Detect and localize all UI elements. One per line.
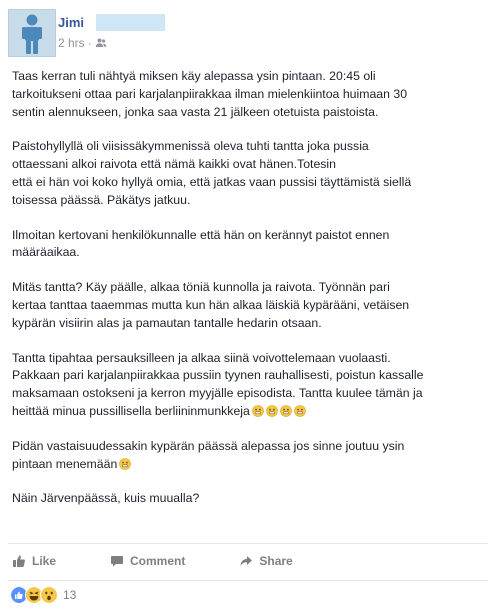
post-paragraph: Näin Järvenpäässä, kuis muualla? — [12, 491, 200, 506]
post-meta — [58, 36, 107, 50]
comment-button[interactable] — [110, 554, 185, 568]
comment-bubble-icon — [110, 554, 124, 568]
grin-emoji-icon — [280, 405, 292, 417]
friends-icon[interactable] — [95, 37, 107, 49]
redacted-name-block — [96, 14, 165, 31]
person-silhouette-icon — [9, 10, 55, 56]
like-label: Like — [32, 554, 57, 568]
thumbs-up-icon — [12, 554, 26, 568]
grin-emoji-icon — [266, 405, 278, 417]
like-button[interactable] — [12, 554, 56, 568]
post-header — [8, 9, 488, 59]
post-actions-bar — [8, 543, 488, 578]
reaction-icons — [10, 586, 58, 604]
grin-emoji-icon — [119, 458, 131, 470]
share-button[interactable] — [239, 554, 292, 568]
post-paragraph-text: Tantta tipahtaa persauksilleen ja alkaa siinä voivottelemaan vuolaasti. Pakkaan pari karjalanpiirakkaa pussiin tyynen rauhallisesti, poistun kassalle maksamaan ostokseni ja kerron myyjälle episodista. Tantta kuulee tämän ja heittää minua pussillisella berliininmunkkeja — [12, 350, 424, 418]
post-paragraph-with-emoji — [12, 438, 488, 474]
post-paragraph: Taas kerran tuli nähtyä miksen käy alepassa ysin pintaan. 20:45 oli tarkoitukseni ottaa pari karjalanpiirakkaa ilman mielenkiintoa huimaan 30 sentin alennukseen, jonka saa vasta 21 jälkeen otetuista paistoista. — [12, 69, 408, 119]
timestamp[interactable]: 2 hrs — [58, 36, 85, 50]
grin-emoji-icon — [294, 405, 306, 417]
wow-reaction-icon — [40, 586, 58, 604]
post-paragraph: Paistohyllyllä oli viisissäkymmenissä oleva tuhti tantta joka pussia ottaessani alkoi raivota että nämä kaikki ovat hänen.Totesin että ei hän voi koko hyllyä omia, että jatkas vaan pussisi täyttämistä siellä toisessa päässä. Päkätys jatkuu. — [12, 139, 412, 207]
post-body — [12, 68, 488, 525]
post-paragraph-text: Pidän vastaisuudessakin kypärän päässä alepassa jos sinne joutuu ysin pintaan menemään — [12, 438, 405, 471]
reaction-count: 13 — [63, 588, 77, 602]
grin-emoji-icon — [252, 405, 264, 417]
post-paragraph: Ilmoitan kertovani henkilökunnalle että hän on kerännyt paistot ennen määräaikaa. — [12, 227, 390, 260]
post-paragraph-with-emoji — [12, 350, 488, 421]
comment-label: Comment — [130, 554, 186, 568]
post-paragraph: Mitäs tantta? Käy päälle, alkaa töniä kunnolla ja raivota. Työnnän pari kertaa tanttaa taaemmas mutta kun hän alkaa läiskiä kypärääni, vetäisen kypärän visiirin alas ja pamautan tantalle hedarin otsaan. — [12, 280, 410, 330]
avatar[interactable] — [8, 9, 56, 57]
reactions-summary[interactable] — [8, 580, 488, 609]
share-label: Share — [259, 554, 293, 568]
author-name[interactable]: Jimi — [58, 15, 85, 30]
share-arrow-icon — [239, 554, 253, 568]
meta-separator: · — [87, 36, 92, 50]
